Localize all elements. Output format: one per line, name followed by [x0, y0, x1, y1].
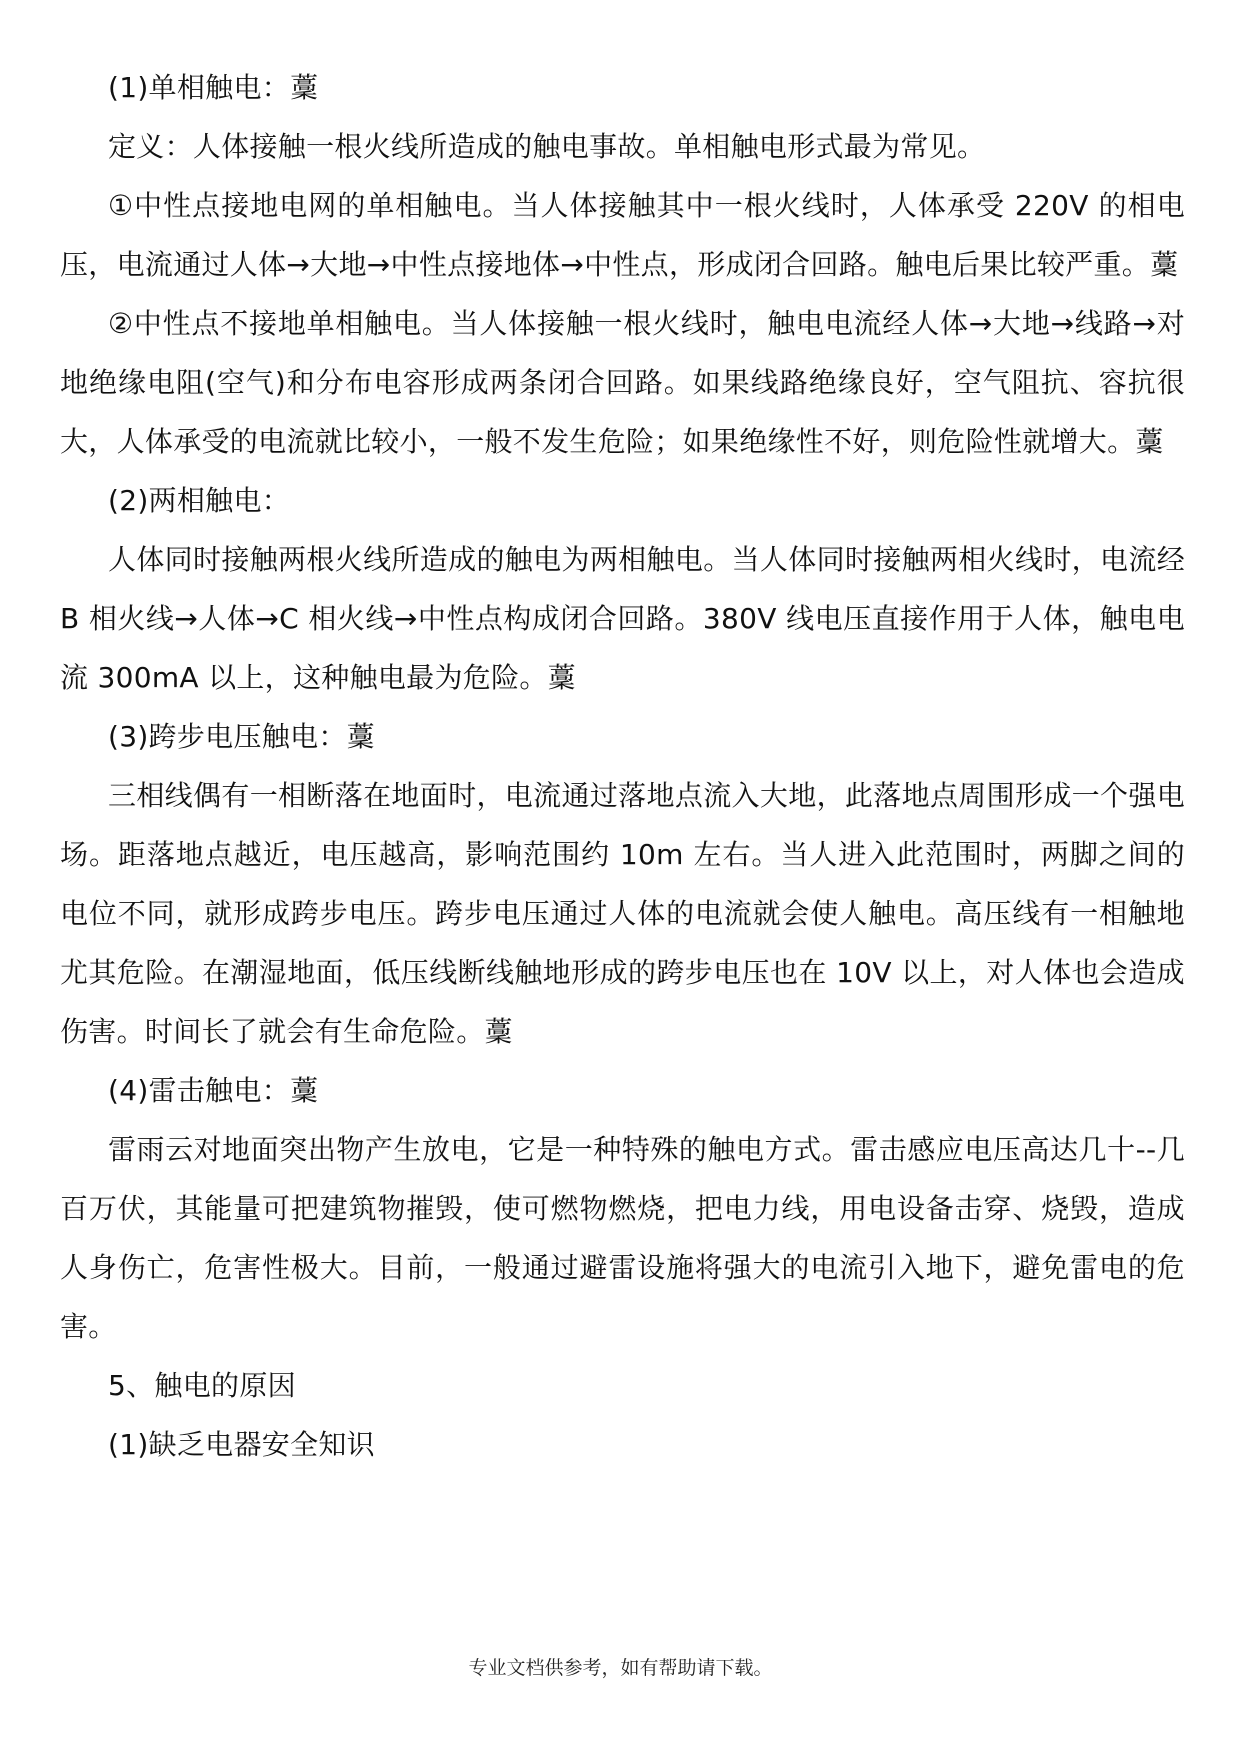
- definition-paragraph: 定义：人体接触一根火线所造成的触电事故。单相触电形式最为常见。: [108, 130, 986, 163]
- heading-two-phase-shock: (2)两相触电：: [108, 484, 291, 517]
- heading-step-voltage-shock: (3)跨步电压触电：藳: [108, 720, 375, 753]
- heading-lightning-shock: (4)雷击触电：藳: [108, 1074, 319, 1107]
- two-phase-paragraph: 人体同时接触两根火线所造成的触电为两相触电。当人体同时接触两相火线时，电流经 B 相火线→人体→C 相火线→中性点构成闭合回路。380V 线电压直接作用于人体，触电电流 300mA 以上，这种触电最为危险。藳: [60, 543, 1185, 694]
- heading-single-phase-shock: (1)单相触电：藳: [108, 71, 319, 104]
- grounded-neutral-paragraph: ①中性点接地电网的单相触电。当人体接触其中一根火线时，人体承受 220V 的相电压，电流通过人体→大地→中性点接地体→中性点，形成闭合回路。触电后果比较严重。藳: [60, 189, 1185, 281]
- document-body: [60, 58, 1185, 1474]
- page-footer: 专业文档供参考，如有帮助请下载。: [468, 1657, 773, 1679]
- heading-shock-causes: 5、触电的原因: [108, 1369, 296, 1402]
- step-voltage-paragraph: 三相线偶有一相断落在地面时，电流通过落地点流入大地，此落地点周围形成一个强电场。距落地点越近，电压越高，影响范围约 10m 左右。当人进入此范围时，两脚之间的电位不同，就形成跨步电压。跨步电压通过人体的电流就会使人触电。高压线有一相触地尤其危险。在潮湿地面，低压线断线触地形成的跨步电压也在 10V 以上，对人体也会造成伤害。时间长了就会有生命危险。藳: [60, 779, 1185, 1048]
- lightning-paragraph: 雷雨云对地面突出物产生放电，它是一种特殊的触电方式。雷击感应电压高达几十--几百万伏，其能量可把建筑物摧毁，使可燃物燃烧，把电力线，用电设备击穿、烧毁，造成人身伤亡，危害性极大。目前，一般通过避雷设施将强大的电流引入地下，避免雷电的危害。: [60, 1133, 1185, 1343]
- cause-item-1: (1)缺乏电器安全知识: [108, 1428, 375, 1461]
- ungrounded-neutral-paragraph: ②中性点不接地单相触电。当人体接触一根火线时，触电电流经人体→大地→线路→对地绝缘电阻(空气)和分布电容形成两条闭合回路。如果线路绝缘良好，空气阻抗、容抗很大，人体承受的电流就比较小，一般不发生危险；如果绝缘性不好，则危险性就增大。藳: [60, 307, 1185, 458]
